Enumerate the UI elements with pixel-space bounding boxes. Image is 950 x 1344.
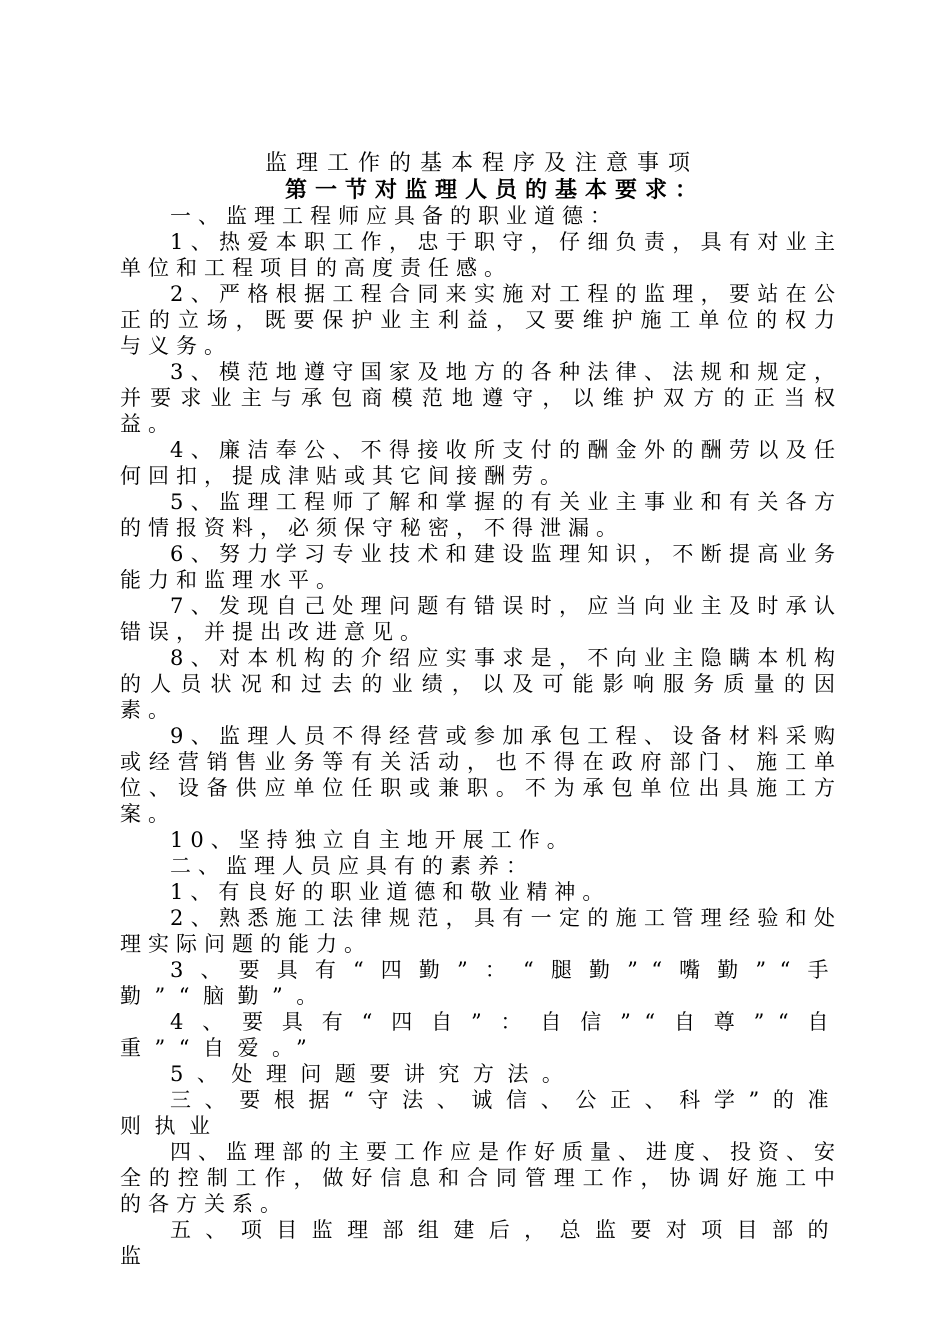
paragraph-heading-ethics: 一、监理工程师应具备的职业道德： — [170, 204, 618, 228]
paragraph-heading-setup: 五、项目监理部组建后，总监要对项目部的监 — [120, 1218, 842, 1268]
document-body — [120, 203, 842, 1269]
paragraph: 9、监理人员不得经营或参加承包工程、设备材料采购或经营销售业务等有关活动，也不得在政府部门、施工单位、设备供应单位任职或兼职。不为承包单位出具施工方案。 — [120, 724, 842, 826]
paragraph-heading-principles: 三、要根据“守法、诚信、公正、科学”的准则执业 — [120, 1088, 842, 1138]
paragraph: 1、热爱本职工作，忠于职守，仔细负责，具有对业主单位和工程项目的高度责任感。 — [120, 230, 842, 280]
paragraph: 7、发现自己处理问题有错误时，应当向业主及时承认错误，并提出改进意见。 — [120, 594, 842, 644]
paragraph: 3、模范地遵守国家及地方的各种法律、法规和规定，并要求业主与承包商模范地遵守，以维护双方的正当权益。 — [120, 360, 842, 436]
paragraph: 5、处理问题要讲究方法。 — [170, 1062, 577, 1086]
paragraph-heading-qualities: 二、监理人员应具有的素养： — [170, 854, 534, 878]
paragraph: 8、对本机构的介绍应实事求是，不向业主隐瞒本机构的人员状况和过去的业绩，以及可能影响服务质量的因素。 — [120, 646, 842, 722]
paragraph: 4、廉洁奉公、不得接收所支付的酬金外的酬劳以及任何回扣，提成津贴或其它间接酬劳。 — [120, 438, 842, 488]
paragraph: 1、有良好的职业道德和敬业精神。 — [170, 880, 611, 904]
paragraph: 3、要具有“四勤”：“腿勤”“嘴勤”“手勤”“脑勤”。 — [120, 958, 842, 1008]
paragraph: 2、严格根据工程合同来实施对工程的监理，要站在公正的立场，既要保护业主利益，又要维护施工单位的权力与义务。 — [120, 282, 842, 358]
document-title: 监理工作的基本程序及注意事项 — [264, 151, 699, 176]
paragraph: 5、监理工程师了解和掌握的有关业主事业和有关各方的情报资料，必须保守秘密，不得泄漏。 — [120, 490, 842, 540]
paragraph: 4、要具有“四自”：自信”“自尊”“自重”“自爱。” — [120, 1010, 842, 1060]
section-title: 第一节对监理人员的基本要求： — [284, 177, 705, 203]
paragraph: 10、坚持独立自主地开展工作。 — [170, 828, 575, 852]
paragraph: 2、熟悉施工法律规范，具有一定的施工管理经验和处理实际问题的能力。 — [120, 906, 842, 956]
paragraph-heading-duties: 四、监理部的主要工作应是作好质量、进度、投资、安全的控制工作，做好信息和合同管理工作，协调好施工中的各方关系。 — [120, 1140, 842, 1216]
paragraph: 6、努力学习专业技术和建设监理知识，不断提高业务能力和监理水平。 — [120, 542, 842, 592]
